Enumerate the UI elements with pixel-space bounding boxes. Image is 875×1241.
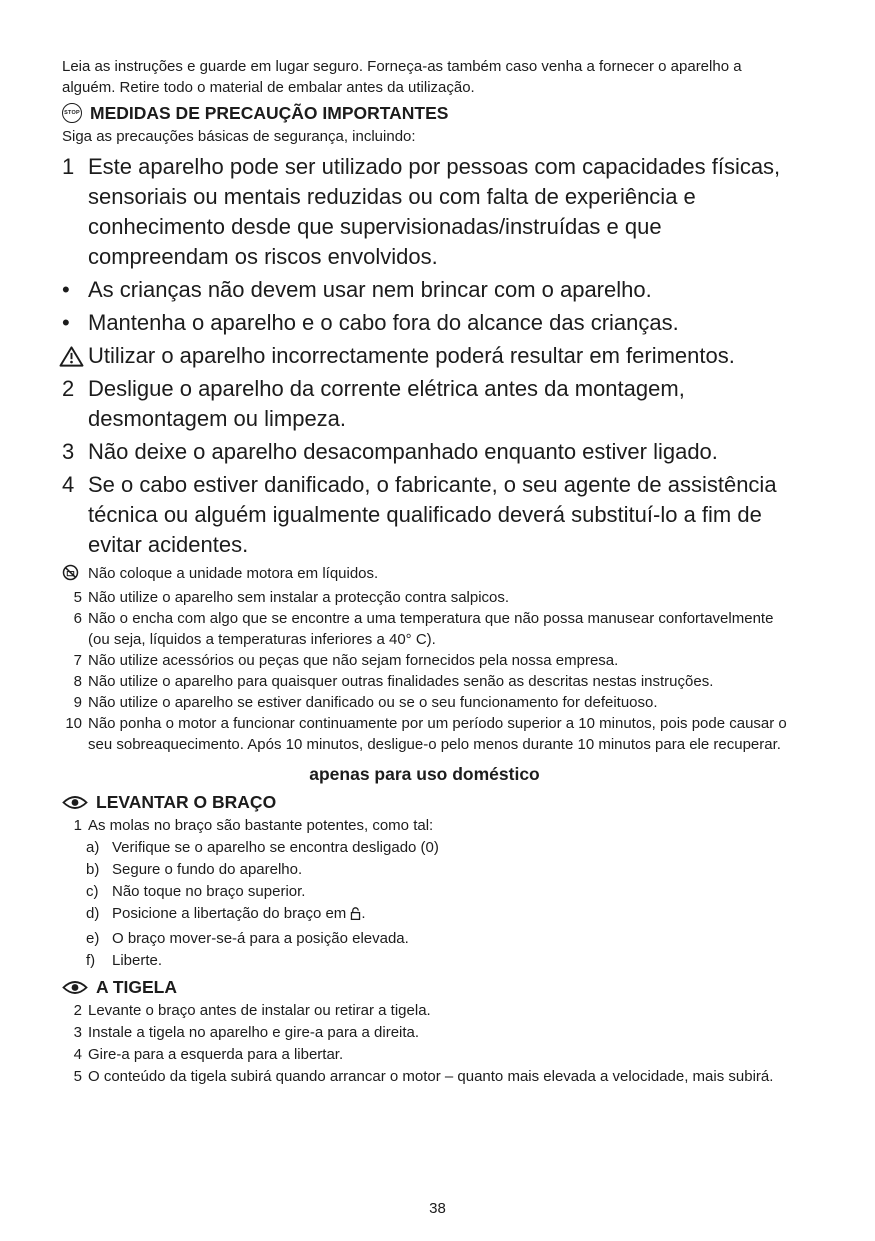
step-text: Instale a tigela no aparelho e gire-a para a direita. [88, 1024, 420, 1041]
rule-number: 7 [73, 652, 82, 669]
step-number: 2 [73, 1002, 82, 1019]
rule-number: 8 [73, 673, 82, 690]
instruction-substep [86, 837, 787, 859]
step-text: O conteúdo da tigela subirá quando arrancar o motor – quanto mais elevada a velocidade, mais subirá. [88, 1068, 774, 1085]
safety-rule [62, 671, 787, 692]
substep-text-suffix: . [361, 905, 366, 922]
section-heading-bowl [62, 975, 787, 999]
rule-text: Não utilize o aparelho para quaisquer outras finalidades senão as descritas nestas instruções. [88, 673, 714, 690]
safety-subtitle: Siga as precauções básicas de segurança, incluindo: [62, 128, 416, 145]
substep-text [112, 903, 787, 928]
safety-rule [62, 650, 787, 671]
step-number: 1 [73, 817, 82, 834]
safety-rule-no-immersion [62, 563, 787, 587]
instruction-step [62, 1044, 787, 1066]
rule-text: Mantenha o aparelho e o cabo fora do alcance das crianças. [88, 310, 679, 335]
rule-text: As crianças não devem usar nem brincar com o aparelho. [88, 277, 652, 302]
rule-text: Não deixe o aparelho desacompanhado enquanto estiver ligado. [88, 439, 718, 464]
substep-text-before-icon: Posicione a libertação do braço em [112, 905, 347, 922]
substep-text: Segure o fundo do aparelho. [112, 861, 303, 878]
safety-rule [62, 713, 787, 755]
rule-text: Não coloque a unidade motora em líquidos. [88, 565, 379, 582]
rule-number: 5 [73, 589, 82, 606]
step-number: 3 [73, 1024, 82, 1041]
domestic-use-note: apenas para uso doméstico [309, 764, 540, 784]
step-text: Levante o braço antes de instalar ou retirar a tigela. [88, 1002, 431, 1019]
rule-number: 6 [73, 610, 82, 627]
safety-rule [62, 470, 787, 560]
safety-rule [62, 608, 787, 650]
instruction-substep [86, 903, 787, 928]
section-heading-lift-arm [62, 790, 787, 814]
substep-letter: c) [86, 883, 99, 900]
substep-text: Não toque no braço superior. [112, 883, 306, 900]
substep-letter: d) [86, 905, 100, 922]
rule-text: Desligue o aparelho da corrente elétrica antes da montagem, desmontagem ou limpeza. [88, 376, 685, 431]
warning-triangle-icon [59, 341, 88, 371]
substep-letter: a) [86, 839, 100, 856]
page-number: 38 [429, 1200, 446, 1217]
safety-heading-title: MEDIDAS DE PRECAUÇÃO IMPORTANTES [90, 103, 449, 123]
safety-rule-warning [62, 341, 787, 371]
safety-rule [62, 587, 787, 608]
no-immersion-icon [62, 563, 82, 587]
instruction-step [62, 1066, 787, 1088]
arm-release-icon [350, 906, 361, 928]
rule-number: 4 [62, 472, 75, 497]
rule-text: Utilizar o aparelho incorrectamente poderá resultar em ferimentos. [88, 343, 735, 368]
substep-letter: b) [86, 861, 100, 878]
instruction-substep [86, 881, 787, 903]
rule-number: 2 [62, 376, 75, 401]
safety-rule [62, 374, 787, 434]
intro-paragraph: Leia as instruções e guarde em lugar seguro. Forneça-as também caso venha a fornecer o aparelho a alguém. Retire todo o material de embalar antes da utilização. [62, 58, 742, 96]
section-title: LEVANTAR O BRAÇO [96, 792, 277, 812]
rule-text: Este aparelho pode ser utilizado por pessoas com capacidades físicas, sensoriais ou mentais reduzidas ou com falta de experiência e conhecimento desde que supervisionadas/instruídas e que compreendam os riscos envolvidos. [88, 154, 781, 269]
substep-text: Verifique se o aparelho se encontra desligado (0) [112, 839, 439, 856]
instruction-substep [86, 859, 787, 881]
rule-text: Não utilize acessórios ou peças que não sejam fornecidos pela nossa empresa. [88, 652, 619, 669]
rule-bullet: • [62, 310, 70, 335]
step-text: Gire-a para a esquerda para a libertar. [88, 1046, 344, 1063]
step-number: 4 [73, 1046, 82, 1063]
rule-bullet: • [62, 277, 70, 302]
substep-text: O braço mover-se-á para a posição elevada. [112, 930, 409, 947]
stop-icon [62, 103, 82, 123]
instruction-step [62, 1022, 787, 1044]
safety-rule [62, 275, 787, 305]
instruction-step [62, 815, 787, 837]
rule-number: 10 [65, 715, 82, 732]
step-number: 5 [73, 1068, 82, 1085]
rule-text: Se o cabo estiver danificado, o fabricante, o seu agente de assistência técnica ou alguém igualmente qualificado deverá substituí-lo a fim de evitar acidentes. [88, 472, 777, 557]
rule-text: Não ponha o motor a funcionar continuamente por um período superior a 10 minutos, pois pode causar o seu sobreaquecimento. Após 10 minutos, desligue-o pelo menos durante 10 minutos para ele recuperar. [88, 715, 787, 753]
safety-heading [62, 101, 787, 125]
rule-number: 1 [62, 154, 75, 179]
substep-text: Liberte. [112, 952, 163, 969]
rule-text: Não utilize o aparelho sem instalar a protecção contra salpicos. [88, 589, 510, 606]
safety-rule [62, 692, 787, 713]
safety-rule [62, 152, 787, 272]
safety-rule [62, 308, 787, 338]
instruction-substep [86, 928, 787, 950]
substep-letter: f) [86, 952, 96, 969]
rule-number: 9 [73, 694, 82, 711]
eye-icon [62, 794, 88, 811]
eye-icon [62, 979, 88, 996]
rule-text: Não o encha com algo que se encontre a uma temperatura que não possa manusear confortavelmente (ou seja, líquidos a temperaturas inferiores a 40° C). [88, 610, 774, 648]
step-text: As molas no braço são bastante potentes, como tal: [88, 817, 434, 834]
stop-icon-label: STOP [64, 110, 80, 116]
rule-text: Não utilize o aparelho se estiver danificado ou se o seu funcionamento for defeituoso. [88, 694, 658, 711]
instruction-step [62, 1000, 787, 1022]
instruction-substep [86, 950, 787, 972]
rule-number: 3 [62, 439, 75, 464]
section-title: A TIGELA [96, 977, 178, 997]
substep-letter: e) [86, 930, 100, 947]
safety-rule [62, 437, 787, 467]
